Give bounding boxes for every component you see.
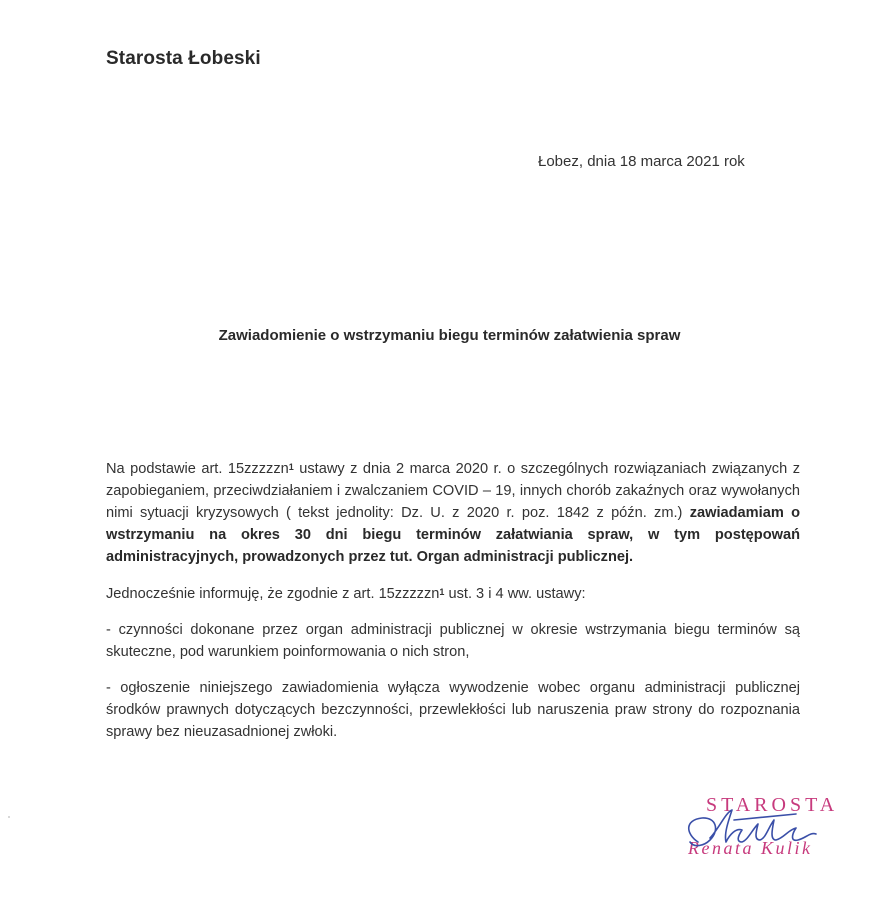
legal-basis-text-cont: ustawy z dnia 2 marca 2020 r. o szczególnych rozwiązaniach związanych z zapobieganiem, przeciwdziałaniem i zwalczaniem COVID – 19, innych chorób zakaźnych oraz wywołanych nimi sytuacji kryzysowych ( tekst jednolity: Dz. U. z 2020 r. poz. 1842 z późn. zm.) <box>106 461 800 521</box>
paragraph-point-1: - czynności dokonane przez organ administracji publicznej w okresie wstrzymania biegu terminów są skuteczne, pod warunkiem poinformowania o nich stron, <box>106 622 800 660</box>
paragraph-legal-basis <box>106 458 800 568</box>
document-body <box>106 458 800 757</box>
superscript: 1 <box>288 462 294 472</box>
handwritten-signature <box>676 790 856 880</box>
information-text-cont: ust. 3 i 4 ww. ustawy: <box>444 586 586 602</box>
information-text: Jednocześnie informuję, że zgodnie z art. 15zzzzzn <box>106 586 440 602</box>
scan-speck <box>8 816 10 818</box>
issuer-heading: Starosta Łobeski <box>106 48 261 69</box>
legal-basis-text: Na podstawie art. 15zzzzzn <box>106 461 289 477</box>
signature-stroke <box>689 810 816 846</box>
place-date: Łobez, dnia 18 marca 2021 rok <box>538 153 745 170</box>
official-stamp <box>676 790 856 880</box>
paragraph-point-2: - ogłoszenie niniejszego zawiadomienia wyłącza wywodzenie wobec organu administracji publicznej środków prawnych dotyczących bezczynności, przewlekłości lub naruszenia praw strony do rozpoznania sprawy bez nieuzasadnionej zwłoki. <box>106 680 800 740</box>
notice-bold-text: zawiadamiam o wstrzymaniu na okres 30 dni biegu terminów załatwiania spraw, w tym postępowań administracyjnych, prowadzonych przez tut. Organ administracji publicznej. <box>106 505 800 565</box>
stamp-office-title: STAROSTA <box>706 794 839 816</box>
paragraph-information <box>106 583 800 605</box>
superscript: 1 <box>439 587 445 597</box>
document-title: Zawiadomienie o wstrzymaniu biegu terminów załatwienia spraw <box>218 327 681 344</box>
stamp-name: Renata Kulik <box>688 838 813 858</box>
